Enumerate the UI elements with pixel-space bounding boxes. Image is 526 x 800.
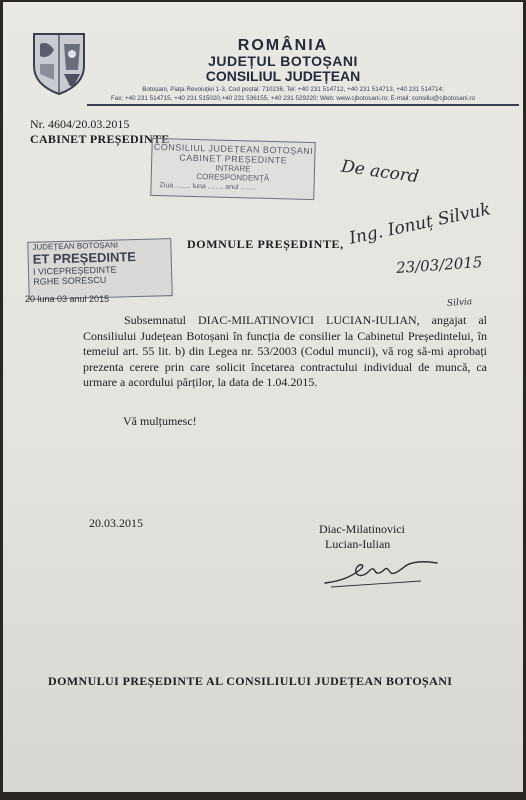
salutation: DOMNULE PREȘEDINTE, bbox=[187, 237, 344, 251]
stamp-line: INTRARE bbox=[215, 163, 251, 174]
stamp-line: CABINET PREȘEDINTE bbox=[179, 152, 288, 166]
stamp-line: RGHE SORESCU bbox=[33, 274, 107, 287]
handwritten-signature: Ing. Ionuț Silvuk bbox=[347, 199, 493, 249]
signer-given-name: Lucian-Iulian bbox=[325, 537, 391, 551]
county-heading: JUDEȚUL BOTOȘANI bbox=[208, 53, 358, 69]
signer-surname: Diac-Milatinovici bbox=[319, 522, 405, 536]
body-line: temeiul art. 55 lit. b) din Legea nr. 53/2003 (Codul muncii), vă rog să-mi aprobați bbox=[83, 344, 487, 358]
stamp-line: ET PREȘEDINTE bbox=[32, 249, 137, 267]
body-line: Consiliului Județean Botoșani în funcția de consilier la Cabinetul Președintelui, în bbox=[83, 328, 487, 343]
country-heading: ROMÂNIA bbox=[237, 37, 329, 54]
stamp-line: CORESPONDENȚĂ bbox=[196, 172, 270, 183]
header-divider bbox=[87, 104, 519, 106]
stamp-line: Ziua ........ luna ........ anul ........ bbox=[159, 182, 257, 192]
stamp-date: 20 luna 03 anul 2015 bbox=[25, 294, 110, 304]
stamp-line: CONSILIUL JUDEȚEAN BOTOȘANI bbox=[153, 141, 314, 157]
registration-stamp bbox=[150, 138, 315, 200]
contact-line: Fax: +40 231 514715, +40 231 515020,+40 231 536155, +40 231 529220; Web: www.cjbotosani.ro; E-mail: consiliu@cjbotosani.ro bbox=[110, 95, 476, 102]
letter-date: 20.03.2015 bbox=[89, 516, 143, 530]
body-line: prezenta cerere prin care solicit încetarea contractului individual de muncă, ca bbox=[83, 359, 487, 374]
applicant-signature-icon bbox=[321, 555, 441, 591]
letter-body bbox=[83, 313, 487, 391]
body-line: Subsemnatul DIAC-MILATINOVICI LUCIAN-IULIAN, angajat al bbox=[124, 313, 487, 327]
handwritten-initials: Silvia bbox=[446, 297, 473, 309]
address-line: Botoșani, Piața Revoluției 1-3, Cod poștal: 710236, Tel: +40 231 514712, +40 231 514713, +40 231 514714; bbox=[142, 86, 444, 93]
document-page bbox=[3, 2, 523, 792]
registration-number: Nr. 4604/20.03.2015 bbox=[30, 117, 130, 131]
body-line: urmare a acordului părților, la data de 1.04.2015. bbox=[83, 375, 318, 389]
council-heading: CONSILIUL JUDEȚEAN bbox=[205, 68, 361, 84]
closing-thanks: Vă mulțumesc! bbox=[123, 414, 197, 428]
vicepresident-stamp bbox=[27, 238, 172, 300]
handwritten-date: 23/03/2015 bbox=[395, 253, 483, 277]
department-label: CABINET PREȘEDINTE bbox=[30, 132, 170, 146]
stamp-line: I VICEPREȘEDINTE bbox=[32, 264, 117, 277]
handwritten-approval: De acord bbox=[339, 156, 421, 188]
stamp-line: JUDEȚEAN BOTOȘANI bbox=[32, 240, 119, 252]
addressee-line: DOMNULUI PREȘEDINTE AL CONSILIULUI JUDEȚEAN BOTOȘANI bbox=[48, 674, 453, 688]
